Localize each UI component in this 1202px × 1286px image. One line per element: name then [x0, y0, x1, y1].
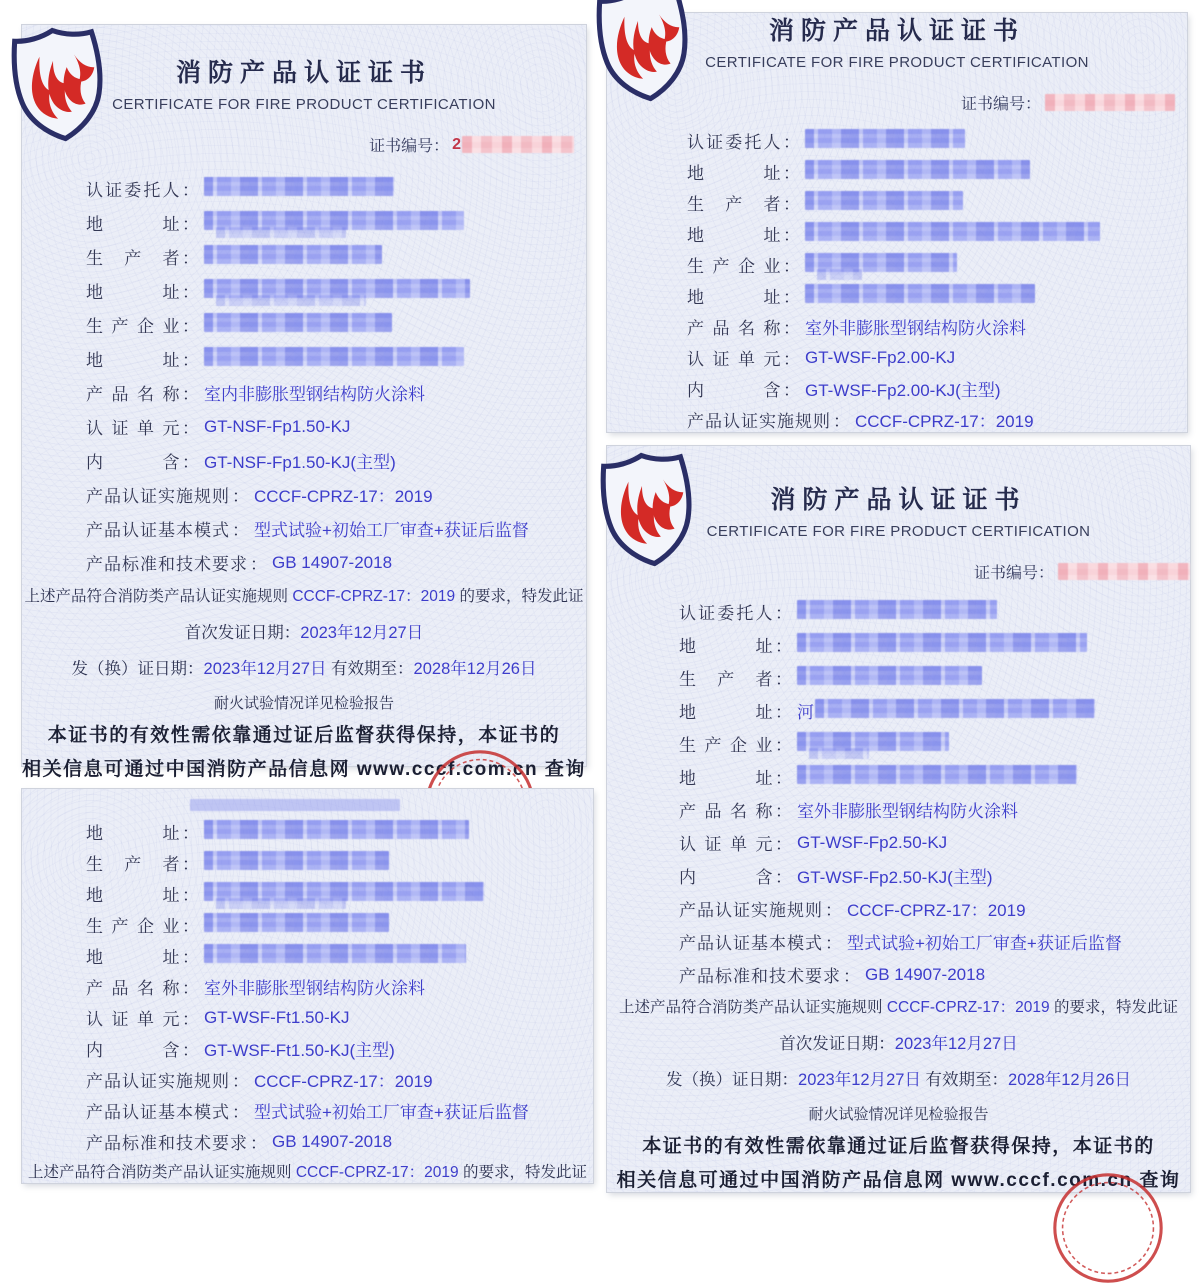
field-value: GT-WSF-Fp2.00-KJ: [805, 347, 956, 367]
field-label: 认证单元: [86, 1010, 180, 1029]
certificate-number-label: 证书编号：: [960, 96, 1041, 113]
redaction-block: [204, 347, 464, 366]
redaction-block: [204, 913, 389, 932]
redaction-block-line2: [817, 269, 862, 280]
field-value: 型式试验+初始工厂审查+获证后监督: [847, 934, 1122, 953]
certificate-title: 消防产品认证证书: [770, 486, 1027, 514]
field-colon: ：: [250, 1134, 267, 1153]
footer-line: [22, 1162, 593, 1184]
footer-text-highlight: 2028年12月26日: [413, 660, 537, 678]
field-label: 生产者: [86, 249, 180, 268]
footer-text: 有效期至：: [326, 660, 414, 678]
field-label: 产品认证基本模式: [679, 934, 823, 953]
field-label: 产品名称: [679, 802, 773, 821]
field-colon: ：: [775, 670, 792, 689]
field-label: 生产者: [86, 855, 180, 874]
field-colon: ：: [825, 901, 842, 920]
field-colon: ：: [182, 979, 199, 998]
footer-line: [22, 722, 586, 749]
field-label: 认证委托人: [687, 133, 781, 152]
field-row: [679, 667, 1190, 688]
field-value: GT-WSF-Fp2.00-KJ(主型): [805, 381, 1001, 400]
redaction-block: [805, 284, 1035, 303]
redaction-block: [797, 765, 1077, 784]
footer-text: 上述产品符合消防类产品认证实施规则: [24, 588, 293, 605]
field-row: [679, 634, 1190, 655]
field-colon: ：: [843, 967, 860, 986]
redaction-block-line2: [809, 748, 869, 759]
field-row: [86, 518, 586, 539]
certificate-footer: [22, 1162, 593, 1184]
field-label: 地址: [679, 637, 773, 656]
footer-text-highlight: 2023年12月27日: [203, 660, 327, 678]
footer-line: [22, 622, 586, 644]
field-colon: ：: [783, 226, 800, 245]
redacted-value: [204, 279, 470, 303]
field-row: [687, 378, 1187, 399]
field-label: 产品认证基本模式: [86, 1103, 230, 1122]
field-row: [679, 964, 1190, 985]
field-label: 认证委托人: [679, 604, 773, 623]
field-label: 地址: [86, 886, 180, 905]
field-colon: ：: [182, 824, 199, 843]
field-row: [86, 280, 586, 301]
field-row: [86, 348, 586, 369]
footer-line: [22, 586, 586, 608]
field-value: GB 14907-2018: [272, 1131, 393, 1151]
field-row: [86, 1038, 593, 1059]
field-label: 产品认证实施规则: [86, 487, 230, 506]
field-row: [679, 931, 1190, 952]
field-row: [86, 314, 586, 335]
field-label: 生产企业: [86, 917, 180, 936]
field-row: [86, 246, 586, 267]
redacted-value: [805, 222, 1100, 246]
redacted-value: [797, 600, 997, 624]
field-label: 生产者: [679, 670, 773, 689]
field-row: [679, 898, 1190, 919]
field-colon: ：: [775, 868, 792, 887]
field-row: [86, 852, 593, 873]
redaction-block: [797, 666, 982, 685]
field-row: [679, 733, 1190, 754]
footer-text-highlight: 2023年12月27日: [894, 1035, 1018, 1053]
field-row: [86, 976, 593, 997]
field-value: GT-WSF-Fp2.50-KJ: [797, 832, 948, 852]
field-row: [86, 450, 586, 471]
fire-shield-logo: [593, 0, 695, 103]
field-row: [679, 601, 1190, 622]
footer-text: 的要求，特发此证: [455, 588, 584, 605]
redacted-value: [204, 313, 392, 337]
footer-text: 相关信息可通过中国消防产品信息网 www.cccf.com.cn 查询: [616, 1170, 1181, 1191]
field-row: [86, 416, 586, 437]
field-label: 产品认证实施规则: [86, 1072, 230, 1091]
certificate-panel: [607, 13, 1187, 432]
field-label: 地址: [86, 824, 180, 843]
field-row: [86, 1100, 593, 1121]
footer-text: 本证书的有效性需依靠通过证后监督获得保持，本证书的: [47, 725, 561, 746]
field-value: GT-WSF-Ft1.50-KJ: [204, 1007, 350, 1027]
redaction-block-line2: [216, 898, 346, 909]
redaction-block: [797, 633, 1087, 652]
fire-shield-logo: [8, 27, 110, 143]
footer-text: 本证书的有效性需依靠通过证后监督获得保持，本证书的: [642, 1136, 1155, 1157]
field-colon: ：: [182, 1041, 199, 1060]
redacted-value: [204, 347, 464, 371]
field-label: 产品标准和技术要求: [86, 1134, 248, 1153]
field-colon: ：: [250, 555, 267, 574]
redaction-block: [204, 944, 466, 963]
footer-line: [607, 1033, 1190, 1055]
certificate-header: [607, 446, 1190, 540]
field-label: 产品认证基本模式: [86, 521, 230, 540]
redacted-value: [204, 913, 389, 937]
field-label: 生产者: [687, 195, 781, 214]
certificate-number-redacted: [1058, 563, 1190, 580]
field-colon: ：: [182, 215, 199, 234]
redacted-value: [805, 191, 963, 215]
field-row: [86, 1007, 593, 1028]
footer-line: [607, 997, 1190, 1019]
field-value: 室内非膨胀型钢结构防火涂料: [204, 385, 425, 404]
field-row: [687, 223, 1187, 244]
field-row: [86, 212, 586, 233]
redaction-block: [204, 820, 469, 839]
field-colon: ：: [783, 164, 800, 183]
field-colon: ：: [783, 350, 800, 369]
field-colon: ：: [775, 637, 792, 656]
certificate-title: 消防产品认证证书: [175, 59, 432, 87]
footer-line: [22, 693, 586, 715]
field-value: GB 14907-2018: [272, 552, 393, 572]
field-value: GT-WSF-Fp2.50-KJ(主型): [797, 868, 993, 887]
field-value: 室外非膨胀型钢结构防火涂料: [204, 979, 425, 998]
redacted-value: [797, 633, 1087, 657]
certificate-subtitle: CERTIFICATE FOR FIRE PRODUCT CERTIFICATION: [705, 54, 1089, 71]
footer-text-highlight: CCCF-CPRZ-17：2019: [292, 588, 456, 605]
field-row: [86, 552, 586, 573]
certificate-number-redacted: [462, 136, 574, 153]
footer-text: 发（换）证日期：: [71, 660, 204, 678]
field-value: CCCF-CPRZ-17：2019: [254, 487, 433, 506]
redacted-value: [797, 765, 1077, 789]
field-row: [687, 254, 1187, 275]
field-row: [687, 285, 1187, 306]
redaction-block: [805, 160, 1030, 179]
field-label: 地址: [86, 948, 180, 967]
field-label: 生产企业: [687, 257, 781, 276]
footer-line: [22, 658, 586, 680]
field-label: 认证单元: [679, 835, 773, 854]
redaction-block: [204, 851, 389, 870]
field-label: 内含: [86, 1041, 180, 1060]
certificate-footer: [607, 997, 1190, 1194]
footer-text: 耐火试验情况详见检验报告: [213, 695, 394, 712]
redaction-block-line2: [216, 295, 366, 306]
certificate-panel: [22, 789, 593, 1183]
field-value: GB 14907-2018: [865, 964, 986, 984]
field-colon: ：: [775, 802, 792, 821]
redacted-value: [797, 666, 982, 690]
field-value-prefix: 河: [797, 703, 814, 722]
redacted-value: [797, 732, 949, 756]
footer-text: 有效期至：: [920, 1071, 1009, 1089]
field-colon: ：: [182, 886, 199, 905]
certificate-number-prefix: 2: [452, 135, 461, 153]
footer-text: 上述产品符合消防类产品认证实施规则: [28, 1164, 296, 1181]
field-row: [86, 914, 593, 935]
field-value: GT-NSF-Fp1.50-KJ: [204, 416, 351, 436]
field-label: 内含: [86, 453, 180, 472]
field-row: [687, 130, 1187, 151]
field-colon: ：: [182, 385, 199, 404]
field-label: 地址: [679, 769, 773, 788]
footer-text: 的要求，特发此证: [1049, 999, 1178, 1016]
field-row: [86, 1131, 593, 1152]
footer-text: 耐火试验情况详见检验报告: [808, 1106, 989, 1123]
top-redaction-sliver: [190, 799, 400, 811]
field-value: CCCF-CPRZ-17：2019: [847, 901, 1026, 920]
certificate-header: [22, 25, 586, 113]
field-colon: ：: [775, 703, 792, 722]
field-row: [687, 192, 1187, 213]
field-row: [86, 382, 586, 403]
field-label: 地址: [687, 288, 781, 307]
field-value: GT-NSF-Fp1.50-KJ(主型): [204, 453, 396, 472]
field-row: [86, 883, 593, 904]
certificate-subtitle: CERTIFICATE FOR FIRE PRODUCT CERTIFICATION: [112, 96, 496, 113]
field-value: 型式试验+初始工厂审查+获证后监督: [254, 1103, 529, 1122]
field-row: [86, 484, 586, 505]
redaction-block: [204, 313, 392, 332]
field-label: 认证单元: [687, 350, 781, 369]
redacted-value: [204, 851, 389, 875]
field-row: [679, 700, 1190, 721]
redacted-value: [204, 177, 394, 201]
field-row: [687, 409, 1187, 430]
field-row: [86, 1069, 593, 1090]
footer-text: 首次发证日期：: [779, 1035, 895, 1053]
redacted-value: [204, 245, 382, 269]
redacted-value: [805, 284, 1035, 308]
footer-text: 首次发证日期：: [184, 624, 301, 642]
redaction-block: [805, 129, 965, 148]
field-label: 产品认证实施规则: [679, 901, 823, 920]
field-colon: ：: [182, 283, 199, 302]
red-seal-stamp: [1050, 1170, 1166, 1286]
footer-text: 相关信息可通过中国消防产品信息网 www.cccf.com.cn 查询: [22, 759, 586, 780]
certificate-panel: [607, 446, 1190, 1192]
field-value: GT-WSF-Ft1.50-KJ(主型): [204, 1041, 395, 1060]
footer-text-highlight: CCCF-CPRZ-17：2019: [886, 999, 1050, 1016]
field-label: 生产企业: [679, 736, 773, 755]
field-label: 地址: [687, 226, 781, 245]
field-label: 认证单元: [86, 419, 180, 438]
field-value: 室外非膨胀型钢结构防火涂料: [805, 319, 1026, 338]
redaction-block: [805, 222, 1100, 241]
field-row: [687, 347, 1187, 368]
footer-text: 上述产品符合消防类产品认证实施规则: [619, 999, 887, 1016]
field-colon: ：: [182, 317, 199, 336]
field-label: 地址: [86, 351, 180, 370]
field-label: 内含: [687, 381, 781, 400]
field-colon: ：: [232, 487, 249, 506]
footer-text-highlight: 2023年12月27日: [300, 624, 424, 642]
certificate-fields: [607, 130, 1187, 430]
field-row: [687, 161, 1187, 182]
field-colon: ：: [775, 604, 792, 623]
redaction-block: [815, 699, 1095, 718]
field-colon: ：: [825, 934, 842, 953]
field-colon: ：: [182, 855, 199, 874]
footer-line: [607, 1069, 1190, 1091]
field-colon: ：: [232, 521, 249, 540]
redaction-block: [204, 245, 382, 264]
redacted-value: [805, 129, 965, 153]
field-label: 地址: [86, 215, 180, 234]
field-colon: ：: [783, 133, 800, 152]
field-value: CCCF-CPRZ-17：2019: [855, 412, 1034, 431]
field-value: CCCF-CPRZ-17：2019: [254, 1072, 433, 1091]
field-label: 产品名称: [86, 979, 180, 998]
field-label: 产品标准和技术要求: [86, 555, 248, 574]
field-value: 室外非膨胀型钢结构防火涂料: [797, 802, 1018, 821]
field-colon: ：: [232, 1103, 249, 1122]
certificate-fields: [22, 178, 586, 573]
field-label: 地址: [679, 703, 773, 722]
field-colon: ：: [182, 917, 199, 936]
redacted-value: [204, 211, 464, 235]
field-label: 产品名称: [687, 319, 781, 338]
field-label: 地址: [687, 164, 781, 183]
field-row: [86, 945, 593, 966]
certificate-number-redacted: [1045, 94, 1175, 111]
field-row: [679, 766, 1190, 787]
certificate-fields: [22, 789, 593, 1152]
redacted-value: [805, 253, 957, 277]
field-colon: ：: [182, 948, 199, 967]
field-colon: ：: [783, 381, 800, 400]
field-row: [687, 316, 1187, 337]
field-colon: ：: [182, 181, 199, 200]
field-colon: ：: [775, 835, 792, 854]
certificate-header: [607, 0, 1187, 71]
field-colon: ：: [783, 257, 800, 276]
field-label: 产品认证实施规则: [687, 412, 831, 431]
field-row: [679, 865, 1190, 886]
footer-text: 的要求，特发此证: [458, 1164, 587, 1181]
footer-text-highlight: CCCF-CPRZ-17：2019: [295, 1164, 459, 1181]
field-colon: ：: [182, 351, 199, 370]
redacted-value: [815, 699, 1095, 723]
field-colon: ：: [232, 1072, 249, 1091]
redacted-value: [805, 160, 1030, 184]
field-colon: ：: [182, 249, 199, 268]
redaction-block: [204, 177, 394, 196]
field-label: 认证委托人: [86, 181, 180, 200]
footer-line: [607, 1104, 1190, 1126]
field-colon: ：: [182, 419, 199, 438]
field-row: [679, 832, 1190, 853]
field-label: 产品标准和技术要求: [679, 967, 841, 986]
redaction-block: [797, 600, 997, 619]
certificate-title: 消防产品认证证书: [768, 17, 1025, 45]
certificate-number-label: 证书编号：: [973, 565, 1054, 582]
certificate-fields: [607, 601, 1190, 985]
redaction-block: [805, 191, 963, 210]
field-colon: ：: [833, 412, 850, 431]
field-colon: ：: [783, 288, 800, 307]
footer-text-highlight: 2023年12月27日: [798, 1071, 921, 1089]
field-colon: ：: [783, 195, 800, 214]
field-colon: ：: [775, 769, 792, 788]
certificate-number-label: 证书编号：: [369, 138, 450, 155]
footer-text: 发（换）证日期：: [666, 1071, 799, 1089]
field-row: [86, 178, 586, 199]
redacted-value: [204, 820, 469, 844]
field-label: 生产企业: [86, 317, 180, 336]
field-colon: ：: [182, 1010, 199, 1029]
field-row: [86, 821, 593, 842]
field-label: 地址: [86, 283, 180, 302]
field-label: 内含: [679, 868, 773, 887]
certificate-subtitle: CERTIFICATE FOR FIRE PRODUCT CERTIFICATION: [706, 523, 1091, 540]
field-value: 型式试验+初始工厂审查+获证后监督: [254, 521, 529, 540]
redacted-value: [204, 944, 466, 968]
footer-line: [607, 1133, 1190, 1160]
field-colon: ：: [775, 736, 792, 755]
footer-text-highlight: 2028年12月26日: [1008, 1071, 1131, 1089]
certificate-panel: [22, 25, 586, 780]
field-row: [679, 799, 1190, 820]
redacted-value: [204, 882, 484, 906]
field-colon: ：: [182, 453, 199, 472]
field-colon: ：: [783, 319, 800, 338]
redaction-block-line2: [216, 227, 346, 238]
field-label: 产品名称: [86, 385, 180, 404]
fire-shield-logo: [597, 452, 699, 568]
